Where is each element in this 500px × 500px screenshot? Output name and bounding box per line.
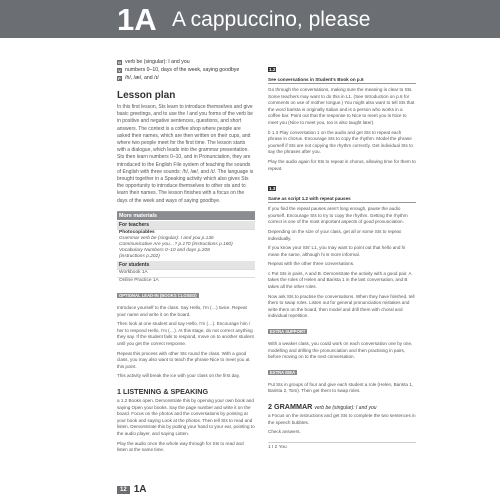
listening-step-a: a 1.2 Books open. Demonstrate this by opening your own book and saying Open your books. Say the page number and write it on the board. Focus on the photos and the conversations by pointing at your book and saying Look at the photos. Then tell Sts to read and listen. Demonstrate this by putting your hand to your ear, pointing to the audio player, and saying Listen. xyxy=(117,398,255,436)
extra-support-text: With a weaker class, you could work on each conversation one by one, modelling and drilling the pronunciation and then practising in pairs, before moving on to the next conversation. xyxy=(268,341,413,360)
extra-idea-tag: EXTRA IDEA xyxy=(270,369,296,375)
listening-heading: 1 LISTENING & SPEAKING xyxy=(117,387,209,396)
lesson-title: A cappuccino, please xyxy=(172,8,371,31)
audio-script-note: See conversations in Student's Book on p.6 xyxy=(268,77,416,84)
grammar-check: Check answers. xyxy=(268,429,301,435)
page-number: 12 xyxy=(117,486,130,494)
student-material: Online Practice 1A xyxy=(117,277,255,284)
grammar-heading-title: 2 GRAMMAR xyxy=(268,402,313,411)
photocopiable-item: Vocabulary Numbers 0–10 and days p.208 xyxy=(119,248,210,254)
lead-in-text: This activity will break the ice with your class on the first day. xyxy=(117,373,240,379)
grammar-icon: G xyxy=(117,59,122,65)
lead-in-text: Introduce yourself to the class. Say Hello, I'm (…) twice. Repeat your name and write it on the board. xyxy=(117,305,247,317)
grammar-step-a: a Focus on the instructions and get Sts to complete the two sentences in the speech bubbles. xyxy=(268,413,416,425)
more-materials-heading: More materials xyxy=(117,212,255,220)
aim-vocabulary xyxy=(117,66,255,74)
vocabulary-icon: V xyxy=(118,67,121,73)
photocopiables-label: Photocopiables xyxy=(117,229,255,236)
lesson-aims xyxy=(117,58,255,82)
unit-number: 1A xyxy=(117,2,157,37)
photocopiable-item: Grammar verb be (singular): I and you p.136 xyxy=(119,236,214,242)
more-materials-box xyxy=(117,211,255,284)
extra-support-tag: EXTRA SUPPORT xyxy=(270,329,306,335)
aim-pronunciation xyxy=(117,74,255,82)
extra-idea-text: Put Sts in groups of four and give each student a role (Helen, Barista 1, Barista 2, Tom). Then get them to swap roles. xyxy=(268,381,414,394)
photocopiable-item: (instructions p.202) xyxy=(119,254,160,260)
aim-grammar-text: verb be (singular): I and you xyxy=(125,59,190,65)
aim-vocabulary-text: numbers 0–10, days of the week, saying goodbye xyxy=(125,67,240,73)
right-column xyxy=(268,58,416,450)
grammar-heading xyxy=(268,402,416,411)
lesson-plan-text: In this first lesson, Sts learn to introduce themselves and give basic greetings, and to use the I and you forms of the verb be in positive and negative sentences, questions, and short answers. The context is a coffee shop where people are asked their names, which are then written on their cups, and where two people meet for the first time. The lesson starts with a dialogue, which leads into the grammar presentation. Sts then learn numbers 0–10, and in Pronunciation, they are introduced to the English File system of teaching the sounds of English with three sounds: /h/, /æ/, and /ɪ/. The language is brought together in a Speaking activity which also gives Sts the opportunity to introduce themselves to other sts and to learn their names. The lesson finishes with a focus on the days of the week and ways of saying goodbye. xyxy=(117,104,254,204)
instruction-text: b 1.3 Play conversation 1 on the audio and get Sts to repeat each phrase in chorus. Encourage Sts to copy the rhythm. Model the phrase yourself if Sts are not copying the rhythm correctly. Get individual Sts to say the phrases after you. xyxy=(268,129,413,155)
for-teachers-label: For teachers xyxy=(117,221,255,229)
instruction-text: Now ask Sts to practise the conversations. When they have finished, tell them to swap roles. Listen out for general pronunciation mistakes and write them on the board, then model and drill them with choral and individual repetition. xyxy=(268,293,415,319)
audio-track-badge: 1.3 xyxy=(269,186,276,192)
pronunciation-icon: P xyxy=(118,75,121,81)
grammar-answers: 1 I 2 You xyxy=(268,442,416,450)
footer-unit: 1A xyxy=(133,484,147,495)
for-students-label: For students xyxy=(117,261,255,269)
instruction-text: Play the audio again for Sts to repeat in chorus, allowing time for them to repeat. xyxy=(268,158,416,171)
instruction-text: Go through the conversations, making sure the meaning is clear to Sts. Some teachers may want to do this in L1. (See Introduction on p.6 for comments on use of mother tongue.) You might also want to tell Sts that the word barista is originally Italian and is a person who works in a coffee bar. Point out that the response to Nice to meet you is Nice to meet you (Nice to meet you, too is also taught later). xyxy=(268,87,415,125)
audio-script-note: Same as script 1.2 with repeat pauses xyxy=(268,196,416,203)
lead-in-tag: OPTIONAL LEAD-IN (BOOKS CLOSED) xyxy=(119,293,197,299)
instruction-text: If you know your Sts' L1, you may want to point out that hello and hi mean the same, although hi is more informal. xyxy=(268,245,406,257)
grammar-heading-sub: verb be (singular): I and you xyxy=(314,405,377,411)
instruction-text: If you find the repeat pauses aren't long enough, pause the audio yourself. Encourage Sts to try to copy the rhythm. Getting the rhythm correct is one of the most important aspects of good pronunciation. xyxy=(268,206,408,225)
lesson-plan-heading: Lesson plan xyxy=(117,90,176,101)
audio-track-badge: 1.2 xyxy=(269,67,276,72)
unit-header xyxy=(0,0,500,38)
listening-step-b: Play the audio once the whole way through for Sts to read and listen at the same time. xyxy=(117,440,244,453)
photocopiable-item: Communicative Are you…? p.170 (instructions p.160) xyxy=(119,242,233,248)
aim-pronunciation-text: /h/, /æ/, and /ɪ/ xyxy=(125,75,159,81)
page-footer xyxy=(117,484,146,495)
instruction-text: Depending on the size of your class, get all or some Sts to repeat individually. xyxy=(268,228,401,241)
aim-grammar xyxy=(117,58,255,66)
left-column xyxy=(117,58,255,454)
instruction-text: c Put Sts in pairs, A and B. Demonstrate the activity with a good pair. A takes the roles of Helen and Barista 1 in the last conversation, and B takes all the other roles. xyxy=(268,270,412,290)
lead-in-text: Repeat this process with other Sts round the class. With a good class, you may also want to teach the phrase Nice to meet you at this point. xyxy=(117,350,250,369)
student-material: Workbook 1A xyxy=(117,269,255,276)
lead-in-text: Then look at one student and say Hello, I'm (…). Encourage him / her to respond Hello, I'm (…). At this stage, do not correct anything they say. If the student fails to respond, move on to another student until you get the correct response. xyxy=(117,321,254,347)
instruction-text: Repeat with the other three conversations. xyxy=(268,261,355,267)
